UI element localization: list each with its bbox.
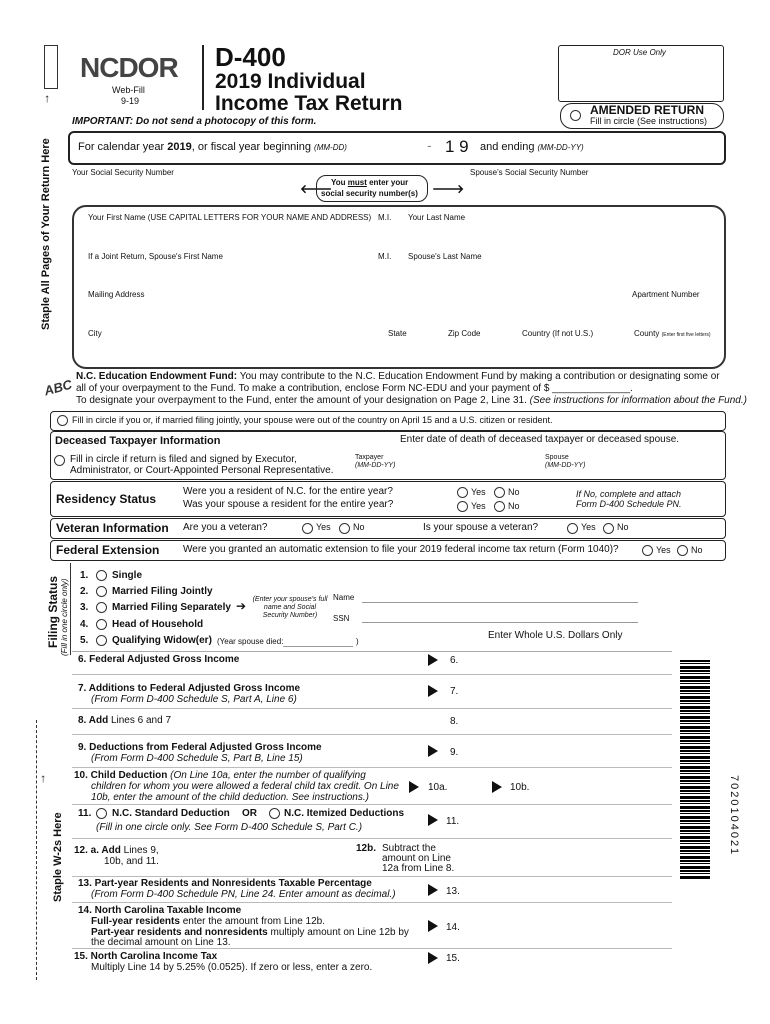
divider-11 (72, 838, 672, 839)
line15-arrow-icon (428, 952, 438, 964)
version-label: 9-19 (121, 96, 140, 106)
ssn-left-arrow-icon: 🡐 (300, 182, 333, 196)
barcode-number: 7020104021 (728, 775, 740, 857)
fs-num-2: 2. (80, 586, 89, 597)
fs-ssn-label: SSN (333, 614, 350, 623)
divider-12 (72, 876, 672, 877)
veteran-q2-yes-circle[interactable] (567, 523, 578, 534)
calendar-year-text: For calendar year 2019, or fiscal year beginning (MM-DD) (78, 141, 347, 153)
form-number: D-400 (215, 42, 286, 72)
apartment-label: Apartment Number (632, 290, 700, 299)
abc-logo: ABC (42, 376, 74, 399)
divider-13 (72, 902, 672, 903)
divider-6 (72, 674, 672, 675)
whole-dollars-note: Enter Whole U.S. Dollars Only (488, 630, 623, 641)
veteran-q2-yes: Yes (581, 522, 596, 532)
fs-ssn-field[interactable] (362, 622, 638, 623)
w2-bracket-line (36, 720, 37, 980)
line10b-arrow-icon (492, 781, 502, 793)
divider-8 (72, 734, 672, 735)
endowment-text-3: To designate your overpayment to the Fund, enter the amount of your designation on Page 2, Line 31. (See instructions for information about the Fund.) (76, 395, 747, 406)
important-note: IMPORTANT: Do not send a photocopy of this form. (72, 116, 317, 127)
line11-standard: N.C. Standard Deduction (112, 808, 230, 819)
veteran-title: Veteran Information (56, 521, 169, 535)
ssn-right-arrow-icon: 🡒 (432, 182, 465, 196)
fiscal-year-yy: 1 9 (445, 137, 469, 156)
extension-yes-circle[interactable] (642, 545, 653, 556)
amended-return-sub: Fill in circle (See instructions) (590, 116, 708, 126)
staple-w2-text: Staple W-2s Here (52, 812, 64, 902)
fs-close-paren: ) (356, 637, 359, 646)
executor-circle[interactable] (54, 455, 65, 466)
residency-q1: Were you a resident of N.C. for the entire year? (183, 486, 393, 497)
first-name-label: Your First Name (USE CAPITAL LETTERS FOR YOUR NAME AND ADDRESS) (88, 213, 372, 222)
residency-q2: Was your spouse a resident for the entire year? (183, 499, 394, 510)
country-label: Country (If not U.S.) (522, 329, 594, 338)
line10b-num: 10b. (510, 782, 530, 793)
line13-arrow-icon (428, 884, 438, 896)
fs-num-4: 4. (80, 619, 89, 630)
line11-or: OR (242, 808, 257, 819)
extension-title: Federal Extension (56, 543, 160, 557)
line9-sub: (From Form D-400 Schedule S, Part B, Line 15) (91, 753, 303, 764)
ssn-note-line1: You must enter your (331, 178, 409, 187)
residency-q1-no: No (508, 487, 520, 497)
out-of-country-text: Fill in circle if you or, if married filing jointly, your spouse were out of the country on April 15 and a U.S. citizen or resident. (72, 415, 553, 425)
line9-num: 9. (450, 747, 459, 758)
line14-text-3: Part-year residents and nonresidents multiply amount on Line 12b by (91, 927, 409, 938)
extension-question: Were you granted an automatic extension to file your 2019 federal income tax return (Form 1040)? (183, 544, 619, 555)
line14-arrow-icon (428, 920, 438, 932)
endowment-text-2: all of your overpayment to the Fund. To make a contribution, enclose Form NC-EDU and your payment of $ ______________. (76, 383, 633, 394)
form-title-1: 2019 Individual (215, 70, 366, 93)
ncdor-logo: NCDOR (80, 52, 178, 83)
filing-status-box (70, 563, 73, 655)
line15-num: 15. (446, 953, 460, 964)
deceased-title: Deceased Taxpayer Information (55, 435, 221, 447)
endowment-text-1: N.C. Education Endowment Fund: You may contribute to the N.C. Education Endowment Fund by making a contribution or designating some or (76, 371, 720, 382)
line11-note: (Fill in one circle only. See Form D-400 Schedule S, Part C.) (96, 822, 363, 833)
line14-label: 14. North Carolina Taxable Income (78, 905, 242, 916)
ssn-note-line2: social security number(s) (321, 189, 418, 198)
divider-9 (72, 767, 672, 768)
zip-label: Zip Code (448, 329, 481, 338)
w2-arrow-icon: → (34, 773, 48, 785)
line7-arrow-icon (428, 685, 438, 697)
filing-status-title: Filing Status (46, 576, 60, 648)
form-title-2: Income Tax Return (215, 92, 403, 115)
fs-num-1: 1. (80, 570, 89, 581)
residency-q1-yes: Yes (471, 487, 486, 497)
fs-label-single: Single (112, 570, 143, 581)
name-address-box (72, 205, 726, 369)
residency-note-2: Form D-400 Schedule PN. (576, 499, 682, 509)
residency-q2-yes: Yes (471, 501, 486, 511)
residency-q1-yes-circle[interactable] (457, 487, 468, 498)
deceased-taxpayer-fmt: (MM-DD-YY) (355, 462, 396, 469)
line9-arrow-icon (428, 745, 438, 757)
header-divider (202, 45, 204, 110)
county-label: County (Enter first five letters) (634, 329, 711, 338)
deceased-taxpayer-label: Taxpayer (355, 454, 384, 461)
line13-num: 13. (446, 886, 460, 897)
line11-num-left: 11. (78, 808, 92, 819)
divider-14 (72, 948, 672, 949)
veteran-q2-no-circle[interactable] (603, 523, 614, 534)
deceased-spouse-fmt: (MM-DD-YY) (545, 462, 586, 469)
divider-7 (72, 708, 672, 709)
residency-title: Residency Status (56, 492, 157, 506)
last-name-label: Your Last Name (408, 213, 466, 222)
line11-arrow-icon (428, 814, 438, 826)
extension-no-circle[interactable] (677, 545, 688, 556)
line11-num: 11. (446, 816, 460, 827)
fs-num-3: 3. (80, 602, 89, 613)
line13-sub: (From Form D-400 Schedule PN, Line 24. Enter amount as decimal.) (91, 889, 396, 900)
veteran-q1: Are you a veteran? (183, 522, 268, 533)
staple-marker-box (44, 45, 58, 89)
fs-circle-mfj[interactable] (96, 586, 107, 597)
extension-no: No (691, 545, 703, 555)
fs-circle-mfs[interactable] (96, 602, 107, 613)
divider-10 (72, 804, 672, 805)
veteran-q2: Is your spouse a veteran? (423, 522, 539, 533)
executor-text-2: Administrator, or Court-Appointed Personal Representative. (70, 465, 334, 476)
mailing-label: Mailing Address (88, 290, 145, 299)
line8-label: 8. Add Lines 6 and 7 (78, 715, 172, 726)
line7-num: 7. (450, 686, 459, 697)
line8-num: 8. (450, 716, 459, 727)
line10-text-3: 10b, enter the amount of the child deduction. See instructions.) (91, 792, 369, 803)
line12a-label-2: 10b, and 11. (104, 856, 159, 867)
residency-q2-no: No (508, 501, 520, 511)
barcode (680, 660, 710, 880)
staple-arrow-icon: → (38, 93, 52, 105)
veteran-q1-no-circle[interactable] (339, 523, 350, 534)
veteran-q1-no: No (353, 522, 365, 532)
line14-text-4: the decimal amount on Line 13. (91, 937, 231, 948)
line7-label: 7. Additions to Federal Adjusted Gross Income (78, 683, 301, 694)
extension-yes: Yes (656, 545, 671, 555)
veteran-q1-yes-circle[interactable] (302, 523, 313, 534)
amended-return-circle[interactable] (570, 110, 581, 121)
line6-arrow-icon (428, 654, 438, 666)
mi-label: M.I. (378, 213, 392, 222)
spouse-last-label: Spouse's Last Name (408, 252, 482, 261)
line11-itemized: N.C. Itemized Deductions (284, 808, 405, 819)
line10a-num: 10a. (428, 782, 448, 793)
fs-label-hoh: Head of Household (112, 619, 204, 630)
fs-circle-qw[interactable] (96, 635, 107, 646)
city-label: City (88, 329, 102, 338)
spouse-ssn-label: Spouse's Social Security Number (470, 168, 589, 177)
line15-text: Multiply Line 14 by 5.25% (0.0525). If zero or less, enter a zero. (91, 962, 373, 973)
filing-status-sub: (Fill in one circle only) (60, 578, 69, 656)
fs-label-mfs: Married Filing Separately (112, 602, 231, 613)
fs-name-label: Name (333, 593, 355, 602)
line12b-text-2: amount on Line (382, 853, 451, 864)
fs-circle-single[interactable] (96, 570, 107, 581)
line12b-text-1: Subtract the (382, 843, 436, 854)
lines-top-divider (72, 651, 672, 652)
web-fill-label: Web-Fill (112, 85, 145, 95)
line9-label: 9. Deductions from Federal Adjusted Gross Income (78, 742, 322, 753)
residency-q1-no-circle[interactable] (494, 487, 505, 498)
deceased-spouse-label: Spouse (545, 454, 569, 461)
amended-return-title: AMENDED RETURN (590, 103, 704, 117)
deceased-enter-date: Enter date of death of deceased taxpayer or deceased spouse. (400, 434, 680, 445)
dor-use-only-label: DOR Use Only (613, 48, 666, 57)
line10-label: 10. Child Deduction (On Line 10a, enter the number of qualifying (74, 770, 366, 781)
fs-name-field[interactable] (362, 602, 638, 603)
line7-sub: (From Form D-400 Schedule S, Part A, Line 6) (91, 694, 297, 705)
your-ssn-label: Your Social Security Number (72, 168, 174, 177)
staple-return-text: Staple All Pages of Your Return Here (40, 138, 52, 330)
fs-label-qw: Qualifying Widow(er) (112, 635, 212, 646)
line14-num: 14. (446, 922, 460, 933)
executor-text-1: Fill in circle if return is filed and signed by Executor, (70, 454, 297, 465)
fiscal-year-begin-dash: - (427, 137, 432, 153)
fs-circle-hoh[interactable] (96, 619, 107, 630)
mi2-label: M.I. (378, 252, 392, 261)
line15-label: 15. North Carolina Income Tax (74, 951, 218, 962)
veteran-q2-no: No (617, 522, 629, 532)
spouse-first-label: If a Joint Return, Spouse's First Name (88, 252, 223, 261)
line12a-label: 12. a. Add Lines 9, (74, 845, 159, 856)
fs-year-spouse-died: (Year spouse died: (217, 637, 284, 646)
state-label: State (388, 329, 407, 338)
line6-label: 6. Federal Adjusted Gross Income (78, 654, 240, 665)
fs-year-spouse-died-field[interactable] (283, 634, 353, 647)
line14-text-2: Full-year residents enter the amount from Line 12b. (91, 916, 326, 927)
fiscal-year-ending: and ending (MM-DD-YY) (480, 141, 584, 153)
line12b-text-3: 12a from Line 8. (382, 863, 455, 874)
line12b-num: 12b. (356, 843, 377, 854)
fs-num-5: 5. (80, 635, 89, 646)
line11-itemized-circle[interactable] (269, 808, 280, 819)
line11-standard-circle[interactable] (96, 808, 107, 819)
fs-spouse-note: (Enter your spouse's full name and Social Security Number) (252, 596, 328, 619)
line10a-arrow-icon (409, 781, 419, 793)
residency-note-1: If No, complete and attach (576, 489, 682, 499)
residency-q2-no-circle[interactable] (494, 501, 505, 512)
line6-num: 6. (450, 655, 459, 666)
mfs-arrow-icon: ➔ (236, 599, 247, 613)
out-of-country-circle[interactable] (57, 415, 68, 426)
residency-q2-yes-circle[interactable] (457, 501, 468, 512)
veteran-q1-yes: Yes (316, 522, 331, 532)
fs-label-mfj: Married Filing Jointly (112, 586, 213, 597)
line13-label: 13. Part-year Residents and Nonresidents Taxable Percentage (78, 878, 372, 889)
line10-text-2: children for whom you were allowed a federal child tax credit. On Line (91, 781, 399, 792)
